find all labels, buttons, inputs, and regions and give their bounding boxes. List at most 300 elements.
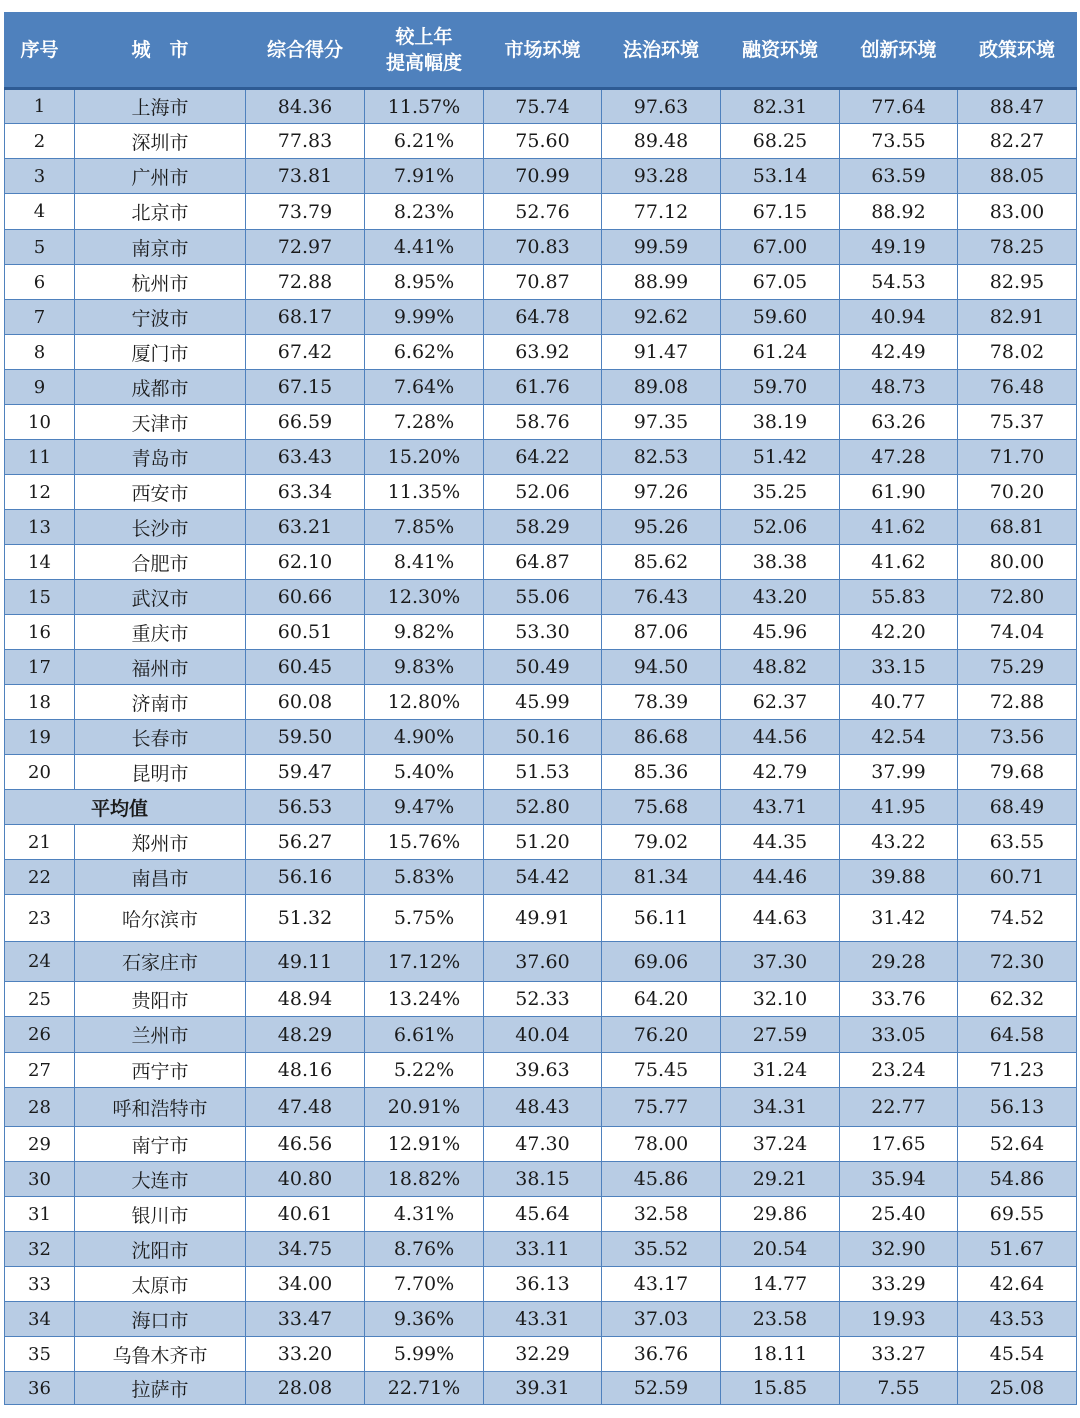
cell-city: 沈阳市 [75, 1232, 246, 1267]
cell-growth: 5.99% [365, 1337, 484, 1372]
cell-market: 75.60 [484, 124, 602, 159]
cell-law: 43.17 [602, 1267, 721, 1302]
table-row [5, 545, 1077, 580]
cell-score: 47.48 [246, 1088, 365, 1127]
cell-score: 63.43 [246, 440, 365, 475]
cell-finance: 48.82 [721, 650, 840, 685]
cell-law: 37.03 [602, 1302, 721, 1337]
cell-seq: 3 [5, 159, 75, 194]
table-row [5, 89, 1077, 124]
cell-market: 39.63 [484, 1053, 602, 1088]
cell-innovation: 33.15 [840, 650, 958, 685]
cell-market: 61.76 [484, 370, 602, 405]
cell-market: 70.99 [484, 159, 602, 194]
table-row [5, 1267, 1077, 1302]
cell-law: 78.00 [602, 1127, 721, 1162]
cell-law: 35.52 [602, 1232, 721, 1267]
cell-score: 77.83 [246, 124, 365, 159]
cell-city: 济南市 [75, 685, 246, 720]
cell-policy: 56.13 [958, 1088, 1077, 1127]
cell-innovation: 31.42 [840, 895, 958, 942]
cell-finance: 43.20 [721, 580, 840, 615]
cell-finance: 34.31 [721, 1088, 840, 1127]
cell-score: 40.61 [246, 1197, 365, 1232]
cell-seq: 19 [5, 720, 75, 755]
cell-score: 67.42 [246, 335, 365, 370]
header-label: 综合得分 [266, 39, 343, 61]
cell-market: 50.49 [484, 650, 602, 685]
cell-seq: 1 [5, 89, 75, 124]
cell-policy: 78.25 [958, 230, 1077, 265]
cell-law: 76.20 [602, 1017, 721, 1053]
cell-innovation: 17.65 [840, 1127, 958, 1162]
cell-law: 85.62 [602, 545, 721, 580]
cell-policy: 45.54 [958, 1337, 1077, 1372]
cell-market: 37.60 [484, 942, 602, 982]
cell-city: 西宁市 [75, 1053, 246, 1088]
cell-innovation: 48.73 [840, 370, 958, 405]
cell-law: 82.53 [602, 440, 721, 475]
cell-innovation: 43.22 [840, 825, 958, 860]
cell-market: 47.30 [484, 1127, 602, 1162]
cell-finance: 82.31 [721, 89, 840, 124]
cell-seq: 29 [5, 1127, 75, 1162]
cell-policy: 64.58 [958, 1017, 1077, 1053]
cell-finance: 53.14 [721, 159, 840, 194]
cell-score: 34.00 [246, 1267, 365, 1302]
cell-policy: 80.00 [958, 545, 1077, 580]
cell-policy: 75.37 [958, 405, 1077, 440]
header-label: 融资环境 [741, 39, 818, 61]
cell-market: 43.31 [484, 1302, 602, 1337]
average-law: 75.68 [602, 790, 721, 825]
table-row [5, 194, 1077, 230]
cell-finance: 38.38 [721, 545, 840, 580]
ranking-table [4, 12, 1077, 1405]
cell-city: 广州市 [75, 159, 246, 194]
cell-seq: 8 [5, 335, 75, 370]
cell-growth: 11.57% [365, 89, 484, 124]
cell-seq: 23 [5, 895, 75, 942]
cell-market: 49.91 [484, 895, 602, 942]
cell-market: 53.30 [484, 615, 602, 650]
cell-law: 75.45 [602, 1053, 721, 1088]
cell-growth: 5.75% [365, 895, 484, 942]
cell-growth: 9.83% [365, 650, 484, 685]
cell-innovation: 23.24 [840, 1053, 958, 1088]
table-row [5, 1372, 1077, 1405]
cell-seq: 12 [5, 475, 75, 510]
cell-policy: 83.00 [958, 194, 1077, 230]
cell-finance: 59.70 [721, 370, 840, 405]
cell-growth: 8.76% [365, 1232, 484, 1267]
cell-city: 上海市 [75, 89, 246, 124]
cell-seq: 5 [5, 230, 75, 265]
cell-seq: 10 [5, 405, 75, 440]
cell-law: 85.36 [602, 755, 721, 790]
cell-finance: 15.85 [721, 1372, 840, 1405]
cell-score: 60.66 [246, 580, 365, 615]
table-row [5, 755, 1077, 790]
cell-law: 89.08 [602, 370, 721, 405]
cell-score: 51.32 [246, 895, 365, 942]
cell-finance: 61.24 [721, 335, 840, 370]
cell-law: 81.34 [602, 860, 721, 895]
cell-market: 45.64 [484, 1197, 602, 1232]
cell-seq: 11 [5, 440, 75, 475]
cell-city: 宁波市 [75, 300, 246, 335]
cell-city: 乌鲁木齐市 [75, 1337, 246, 1372]
cell-policy: 88.47 [958, 89, 1077, 124]
cell-policy: 68.81 [958, 510, 1077, 545]
cell-seq: 34 [5, 1302, 75, 1337]
table-row [5, 230, 1077, 265]
table-row [5, 405, 1077, 440]
cell-seq: 25 [5, 982, 75, 1017]
cell-policy: 72.30 [958, 942, 1077, 982]
cell-policy: 82.27 [958, 124, 1077, 159]
cell-market: 75.74 [484, 89, 602, 124]
header-label: 城 市 [131, 39, 189, 61]
header-label: 创新环境 [860, 39, 937, 61]
cell-city: 大连市 [75, 1162, 246, 1197]
cell-seq: 15 [5, 580, 75, 615]
cell-growth: 4.31% [365, 1197, 484, 1232]
cell-city: 武汉市 [75, 580, 246, 615]
cell-growth: 7.70% [365, 1267, 484, 1302]
table-row [5, 860, 1077, 895]
cell-seq: 13 [5, 510, 75, 545]
header-market [484, 13, 602, 89]
cell-market: 33.11 [484, 1232, 602, 1267]
cell-seq: 33 [5, 1267, 75, 1302]
cell-seq: 22 [5, 860, 75, 895]
table-row [5, 370, 1077, 405]
cell-law: 64.20 [602, 982, 721, 1017]
cell-finance: 44.35 [721, 825, 840, 860]
table-row [5, 1162, 1077, 1197]
table-row [5, 124, 1077, 159]
cell-growth: 13.24% [365, 982, 484, 1017]
cell-innovation: 35.94 [840, 1162, 958, 1197]
cell-seq: 32 [5, 1232, 75, 1267]
cell-score: 34.75 [246, 1232, 365, 1267]
cell-innovation: 77.64 [840, 89, 958, 124]
cell-city: 银川市 [75, 1197, 246, 1232]
cell-seq: 6 [5, 265, 75, 300]
cell-growth: 12.91% [365, 1127, 484, 1162]
cell-law: 77.12 [602, 194, 721, 230]
cell-score: 33.20 [246, 1337, 365, 1372]
cell-growth: 5.83% [365, 860, 484, 895]
cell-innovation: 32.90 [840, 1232, 958, 1267]
cell-market: 58.29 [484, 510, 602, 545]
cell-policy: 69.55 [958, 1197, 1077, 1232]
cell-finance: 42.79 [721, 755, 840, 790]
cell-city: 南宁市 [75, 1127, 246, 1162]
cell-seq: 20 [5, 755, 75, 790]
cell-market: 48.43 [484, 1088, 602, 1127]
cell-innovation: 40.94 [840, 300, 958, 335]
cell-score: 59.50 [246, 720, 365, 755]
cell-law: 69.06 [602, 942, 721, 982]
cell-growth: 7.28% [365, 405, 484, 440]
cell-score: 84.36 [246, 89, 365, 124]
cell-market: 64.78 [484, 300, 602, 335]
cell-innovation: 47.28 [840, 440, 958, 475]
header-label: 市场环境 [504, 39, 581, 61]
table-row [5, 1127, 1077, 1162]
cell-innovation: 63.26 [840, 405, 958, 440]
cell-finance: 27.59 [721, 1017, 840, 1053]
cell-city: 杭州市 [75, 265, 246, 300]
cell-score: 72.97 [246, 230, 365, 265]
cell-policy: 72.88 [958, 685, 1077, 720]
cell-finance: 51.42 [721, 440, 840, 475]
cell-finance: 68.25 [721, 124, 840, 159]
cell-policy: 74.04 [958, 615, 1077, 650]
cell-growth: 6.62% [365, 335, 484, 370]
cell-innovation: 49.19 [840, 230, 958, 265]
table-row [5, 1232, 1077, 1267]
table-body [5, 89, 1077, 1405]
cell-innovation: 37.99 [840, 755, 958, 790]
table-row [5, 265, 1077, 300]
cell-seq: 31 [5, 1197, 75, 1232]
cell-seq: 14 [5, 545, 75, 580]
cell-growth: 18.82% [365, 1162, 484, 1197]
cell-policy: 54.86 [958, 1162, 1077, 1197]
cell-finance: 29.21 [721, 1162, 840, 1197]
cell-innovation: 42.49 [840, 335, 958, 370]
cell-market: 38.15 [484, 1162, 602, 1197]
cell-growth: 6.21% [365, 124, 484, 159]
cell-growth: 11.35% [365, 475, 484, 510]
cell-score: 49.11 [246, 942, 365, 982]
average-growth: 9.47% [365, 790, 484, 825]
cell-finance: 37.24 [721, 1127, 840, 1162]
cell-finance: 18.11 [721, 1337, 840, 1372]
header-label: 政策环境 [978, 39, 1055, 61]
average-policy: 68.49 [958, 790, 1077, 825]
cell-city: 长春市 [75, 720, 246, 755]
cell-law: 78.39 [602, 685, 721, 720]
cell-seq: 24 [5, 942, 75, 982]
cell-policy: 60.71 [958, 860, 1077, 895]
cell-city: 北京市 [75, 194, 246, 230]
cell-market: 64.22 [484, 440, 602, 475]
cell-market: 36.13 [484, 1267, 602, 1302]
cell-seq: 36 [5, 1372, 75, 1405]
cell-law: 56.11 [602, 895, 721, 942]
cell-law: 76.43 [602, 580, 721, 615]
cell-score: 56.27 [246, 825, 365, 860]
cell-score: 66.59 [246, 405, 365, 440]
cell-score: 40.80 [246, 1162, 365, 1197]
cell-growth: 8.41% [365, 545, 484, 580]
cell-innovation: 7.55 [840, 1372, 958, 1405]
cell-innovation: 63.59 [840, 159, 958, 194]
cell-policy: 51.67 [958, 1232, 1077, 1267]
table-row [5, 159, 1077, 194]
table-row [5, 1302, 1077, 1337]
cell-policy: 76.48 [958, 370, 1077, 405]
table-row [5, 440, 1077, 475]
cell-innovation: 40.77 [840, 685, 958, 720]
cell-seq: 30 [5, 1162, 75, 1197]
table-row [5, 1337, 1077, 1372]
cell-market: 52.06 [484, 475, 602, 510]
cell-innovation: 29.28 [840, 942, 958, 982]
header-label: 法治环境 [622, 39, 699, 61]
cell-finance: 52.06 [721, 510, 840, 545]
header-label: 序号 [20, 39, 59, 61]
cell-innovation: 55.83 [840, 580, 958, 615]
cell-finance: 44.56 [721, 720, 840, 755]
cell-seq: 35 [5, 1337, 75, 1372]
cell-finance: 37.30 [721, 942, 840, 982]
cell-score: 48.29 [246, 1017, 365, 1053]
cell-score: 68.17 [246, 300, 365, 335]
cell-seq: 17 [5, 650, 75, 685]
cell-policy: 70.20 [958, 475, 1077, 510]
cell-law: 91.47 [602, 335, 721, 370]
cell-growth: 8.95% [365, 265, 484, 300]
cell-city: 拉萨市 [75, 1372, 246, 1405]
cell-city: 重庆市 [75, 615, 246, 650]
table-row [5, 685, 1077, 720]
cell-growth: 9.99% [365, 300, 484, 335]
cell-growth: 22.71% [365, 1372, 484, 1405]
cell-finance: 67.00 [721, 230, 840, 265]
cell-finance: 23.58 [721, 1302, 840, 1337]
cell-policy: 73.56 [958, 720, 1077, 755]
cell-policy: 78.02 [958, 335, 1077, 370]
table-row [5, 982, 1077, 1017]
average-label: 平均值 [5, 790, 246, 825]
cell-score: 48.94 [246, 982, 365, 1017]
cell-city: 昆明市 [75, 755, 246, 790]
cell-finance: 67.05 [721, 265, 840, 300]
cell-growth: 4.41% [365, 230, 484, 265]
cell-policy: 75.29 [958, 650, 1077, 685]
cell-score: 46.56 [246, 1127, 365, 1162]
cell-finance: 67.15 [721, 194, 840, 230]
cell-finance: 44.63 [721, 895, 840, 942]
cell-growth: 4.90% [365, 720, 484, 755]
cell-score: 72.88 [246, 265, 365, 300]
cell-score: 60.08 [246, 685, 365, 720]
cell-innovation: 88.92 [840, 194, 958, 230]
cell-innovation: 33.76 [840, 982, 958, 1017]
cell-innovation: 25.40 [840, 1197, 958, 1232]
cell-seq: 16 [5, 615, 75, 650]
cell-innovation: 33.05 [840, 1017, 958, 1053]
cell-policy: 62.32 [958, 982, 1077, 1017]
header-policy [958, 13, 1077, 89]
cell-seq: 21 [5, 825, 75, 860]
cell-innovation: 39.88 [840, 860, 958, 895]
cell-city: 贵阳市 [75, 982, 246, 1017]
table-header [5, 13, 1077, 89]
table-row [5, 1017, 1077, 1053]
cell-city: 海口市 [75, 1302, 246, 1337]
table-row [5, 650, 1077, 685]
cell-growth: 12.30% [365, 580, 484, 615]
header-finance [721, 13, 840, 89]
cell-growth: 8.23% [365, 194, 484, 230]
cell-city: 深圳市 [75, 124, 246, 159]
cell-law: 36.76 [602, 1337, 721, 1372]
cell-growth: 7.91% [365, 159, 484, 194]
cell-city: 南京市 [75, 230, 246, 265]
cell-market: 40.04 [484, 1017, 602, 1053]
cell-growth: 9.82% [365, 615, 484, 650]
cell-finance: 14.77 [721, 1267, 840, 1302]
cell-finance: 62.37 [721, 685, 840, 720]
header-city [75, 13, 246, 89]
cell-innovation: 61.90 [840, 475, 958, 510]
cell-finance: 38.19 [721, 405, 840, 440]
cell-policy: 79.68 [958, 755, 1077, 790]
cell-finance: 20.54 [721, 1232, 840, 1267]
cell-seq: 7 [5, 300, 75, 335]
cell-city: 成都市 [75, 370, 246, 405]
cell-growth: 9.36% [365, 1302, 484, 1337]
cell-finance: 32.10 [721, 982, 840, 1017]
cell-growth: 15.20% [365, 440, 484, 475]
cell-innovation: 42.54 [840, 720, 958, 755]
cell-law: 97.26 [602, 475, 721, 510]
table-row [5, 580, 1077, 615]
cell-finance: 35.25 [721, 475, 840, 510]
cell-growth: 20.91% [365, 1088, 484, 1127]
cell-market: 52.33 [484, 982, 602, 1017]
cell-growth: 5.40% [365, 755, 484, 790]
cell-market: 70.83 [484, 230, 602, 265]
cell-innovation: 41.62 [840, 510, 958, 545]
cell-market: 55.06 [484, 580, 602, 615]
cell-growth: 5.22% [365, 1053, 484, 1088]
cell-seq: 27 [5, 1053, 75, 1088]
cell-law: 97.35 [602, 405, 721, 440]
cell-score: 28.08 [246, 1372, 365, 1405]
cell-score: 62.10 [246, 545, 365, 580]
cell-market: 63.92 [484, 335, 602, 370]
cell-innovation: 73.55 [840, 124, 958, 159]
table-row [5, 895, 1077, 942]
average-row [5, 790, 1077, 825]
cell-innovation: 19.93 [840, 1302, 958, 1337]
cell-law: 52.59 [602, 1372, 721, 1405]
cell-market: 51.53 [484, 755, 602, 790]
cell-seq: 2 [5, 124, 75, 159]
average-score: 56.53 [246, 790, 365, 825]
table-row [5, 1053, 1077, 1088]
cell-score: 33.47 [246, 1302, 365, 1337]
cell-seq: 26 [5, 1017, 75, 1053]
header-innovation [840, 13, 958, 89]
cell-innovation: 54.53 [840, 265, 958, 300]
cell-policy: 82.91 [958, 300, 1077, 335]
cell-policy: 71.23 [958, 1053, 1077, 1088]
cell-score: 73.81 [246, 159, 365, 194]
cell-seq: 18 [5, 685, 75, 720]
cell-policy: 42.64 [958, 1267, 1077, 1302]
cell-law: 94.50 [602, 650, 721, 685]
cell-market: 45.99 [484, 685, 602, 720]
cell-market: 64.87 [484, 545, 602, 580]
